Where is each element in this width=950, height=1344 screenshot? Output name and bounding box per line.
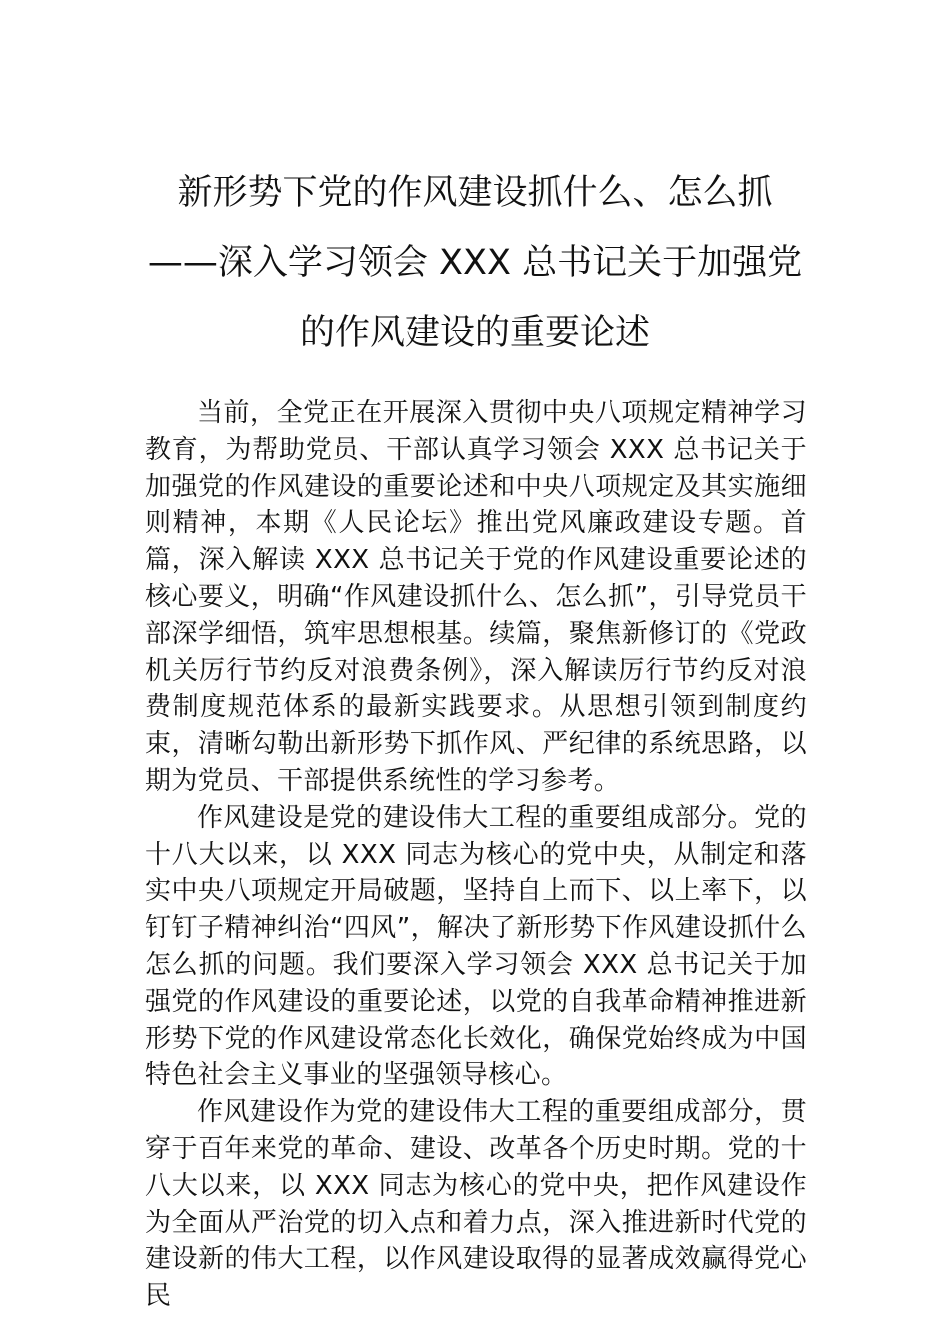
body-paragraph-2: 作风建设是党的建设伟大工程的重要组成部分。党的十八大以来，以 XXX 同志为核心的党中央，从制定和落实中央八项规定开局破题，坚持自上而下、以上率下，以钉钉子精神纠治“四风”，解决了新形势下作风建设抓什么怎么抓的问题。我们要深入学习领会 XXX 总书记关于加强党的作风建设的重要论述，以党的自我革命精神推进新形势下党的作风建设常态化长效化，确保党始终成为中国特色社会主义事业的坚强领导核心。: [145, 802, 807, 1091]
title-line-2: ——深入学习领会 XXX 总书记关于加强党: [147, 243, 803, 283]
title-line-3: 的作风建设的重要论述: [299, 313, 650, 353]
body-paragraph-1: 当前，全党正在开展深入贯彻中央八项规定精神学习教育，为帮助党员、干部认真学习领会 XXX 总书记关于加强党的作风建设的重要论述和中央八项规定及其实施细则精神，本期《人民论坛》推出党风廉政建设专题。首篇，深入解读 XXX 总书记关于党的作风建设重要论述的核心要义，明确“作风建设抓什么、怎么抓”，引导党员干部深学细悟，筑牢思想根基。续篇，聚焦新修订的《党政机关厉行节约反对浪费条例》，深入解读厉行节约反对浪费制度规范体系的最新实践要求。从思想引领到制度约束，清晰勾勒出新形势下抓作风、严纪律的系统思路，以期为党员、干部提供系统性的学习参考。: [145, 398, 807, 796]
document-body: [145, 395, 807, 1315]
title-line-1: 新形势下党的作风建设抓什么、怎么抓: [177, 173, 773, 213]
document-title: [140, 158, 810, 368]
body-paragraph-3: 作风建设作为党的建设伟大工程的重要组成部分，贯穿于百年来党的革命、建设、改革各个历史时期。党的十八大以来，以 XXX 同志为核心的党中央，把作风建设作为全面从严治党的切入点和着力点，深入推进新时代党的建设新的伟大工程，以作风建设取得的显著成效赢得党心民: [145, 1097, 807, 1312]
